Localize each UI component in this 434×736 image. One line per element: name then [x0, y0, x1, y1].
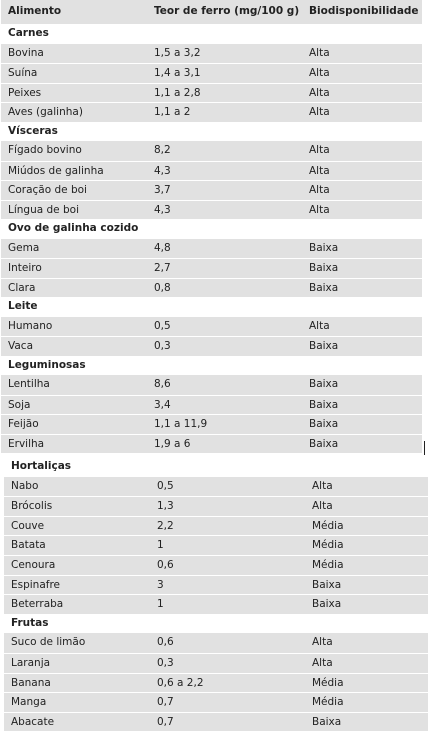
bioavailability-cell: Baixa: [312, 598, 342, 611]
section-row-frutas: [4, 614, 428, 634]
bioavailability-cell: Baixa: [309, 398, 339, 411]
bioavailability-cell: Média: [312, 539, 344, 552]
food-name-cell: Brócolis: [11, 500, 53, 513]
iron-content-cell: 1,1 a 11,9: [154, 418, 208, 430]
table-row: [4, 516, 428, 536]
table-row: [1, 44, 422, 64]
bioavailability-cell: Baixa: [309, 340, 339, 352]
table-row: [1, 395, 422, 415]
table-row: [1, 434, 422, 454]
bioavailability-cell: Baixa: [309, 418, 339, 430]
iron-content-cell: 4,3: [154, 164, 171, 177]
iron-content-cell: 0,6: [157, 636, 174, 649]
bioavailability-cell: Alta: [309, 203, 330, 216]
bioavailability-cell: Alta: [312, 636, 333, 649]
section-title: Vísceras: [8, 124, 58, 137]
header-teor: Teor de ferro (mg/100 g): [154, 5, 300, 17]
table-row: [1, 83, 422, 103]
iron-content-cell: 0,6: [157, 558, 174, 571]
section-row-hortalicas: [4, 457, 428, 477]
iron-content-cell: 4,3: [154, 203, 171, 216]
header-biodisponibilidade: Biodisponibilidade: [309, 5, 419, 17]
section-row-carnes: [1, 24, 422, 44]
food-name-cell: Inteiro: [8, 262, 42, 274]
bioavailability-cell: Média: [312, 696, 344, 709]
iron-content-cell: 1,5 a 3,2: [154, 46, 201, 59]
food-name-cell: Miúdos de galinha: [8, 164, 104, 177]
section-row-leguminosas: [1, 356, 422, 376]
vertical-tick: [424, 441, 425, 455]
iron-content-cell: 2,7: [154, 262, 171, 274]
bioavailability-cell: Alta: [309, 46, 330, 59]
iron-content-cell: 2,2: [157, 519, 174, 532]
table-row: [4, 653, 428, 673]
table-row: [4, 555, 428, 575]
bioavailability-cell: Alta: [309, 319, 330, 332]
bioavailability-cell: Alta: [312, 656, 333, 669]
table-row: [4, 477, 428, 497]
food-name-cell: Gema: [8, 241, 40, 254]
table-row: [1, 180, 422, 200]
food-name-cell: Batata: [11, 539, 46, 552]
iron-content-cell: 3,7: [154, 184, 171, 196]
bioavailability-cell: Baixa: [309, 437, 339, 450]
food-name-cell: Couve: [11, 519, 45, 532]
iron-content-cell: 0,5: [154, 319, 171, 332]
table-row: [4, 692, 428, 712]
table-row: [4, 673, 428, 693]
iron-content-cell: 1,1 a 2: [154, 106, 191, 118]
food-name-cell: Abacate: [11, 715, 55, 728]
food-name-cell: Peixes: [8, 86, 42, 99]
iron-content-cell: 3,4: [154, 398, 171, 411]
table-row: [1, 102, 422, 122]
table-row: [4, 712, 428, 732]
section-title: Leguminosas: [8, 358, 86, 371]
section-title: Carnes: [8, 27, 49, 39]
table-row: [1, 414, 422, 434]
bioavailability-cell: Média: [312, 558, 344, 571]
iron-content-cell: 4,8: [154, 241, 171, 254]
table-row: [4, 496, 428, 516]
table-row: [1, 200, 422, 220]
iron-table-bottom: [4, 457, 428, 731]
table-row: [1, 161, 422, 181]
food-name-cell: Vaca: [8, 340, 34, 352]
section-title: Frutas: [11, 616, 49, 629]
iron-content-cell: 0,5: [157, 479, 174, 492]
bioavailability-cell: Alta: [309, 164, 330, 177]
bioavailability-cell: Baixa: [312, 715, 342, 728]
iron-content-cell: 8,6: [154, 378, 171, 390]
section-row-visceras: [1, 122, 422, 142]
iron-content-cell: 8,2: [154, 144, 171, 156]
food-name-cell: Suína: [8, 67, 38, 79]
food-name-cell: Coração de boi: [8, 184, 87, 196]
food-name-cell: Feijão: [8, 418, 39, 430]
food-name-cell: Aves (galinha): [8, 106, 83, 118]
iron-content-cell: 3: [157, 578, 164, 591]
bioavailability-cell: Alta: [309, 144, 330, 156]
bioavailability-cell: Baixa: [309, 378, 339, 390]
section-title: Ovo de galinha cozido: [8, 222, 139, 234]
food-name-cell: Língua de boi: [8, 203, 79, 216]
table-row: [4, 575, 428, 595]
bioavailability-cell: Alta: [309, 67, 330, 79]
iron-content-cell: 1,3: [157, 500, 174, 513]
section-title: Leite: [8, 300, 38, 312]
iron-content-cell: 0,7: [157, 696, 174, 709]
food-name-cell: Humano: [8, 319, 53, 332]
table-top-body: [1, 24, 422, 453]
bioavailability-cell: Baixa: [309, 281, 339, 294]
bioavailability-cell: Alta: [309, 86, 330, 99]
iron-content-cell: 1: [157, 598, 164, 611]
bioavailability-cell: Média: [312, 519, 344, 532]
iron-content-cell: 0,6 a 2,2: [157, 676, 204, 689]
table-bottom-body: [4, 457, 428, 731]
bioavailability-cell: Baixa: [312, 578, 342, 591]
bioavailability-cell: Média: [312, 676, 344, 689]
iron-content-cell: 1,1 a 2,8: [154, 86, 201, 99]
table-row: [4, 594, 428, 614]
food-name-cell: Manga: [11, 696, 47, 709]
bioavailability-cell: Alta: [312, 479, 333, 492]
food-name-cell: Laranja: [11, 656, 51, 669]
iron-content-cell: 1,9 a 6: [154, 437, 191, 450]
bioavailability-cell: Baixa: [309, 241, 339, 254]
iron-table-top: [1, 0, 422, 453]
bioavailability-cell: Alta: [312, 500, 333, 513]
food-name-cell: Nabo: [11, 479, 39, 492]
section-row-ovo-de-galinha-cozido: [1, 219, 422, 239]
food-name-cell: Soja: [8, 398, 31, 411]
table-row: [1, 239, 422, 259]
food-name-cell: Cenoura: [11, 558, 56, 571]
header-alimento: Alimento: [8, 5, 62, 17]
food-name-cell: Clara: [8, 281, 36, 294]
iron-content-cell: 0,3: [154, 340, 171, 352]
table-row: [1, 317, 422, 337]
table-row: [1, 336, 422, 356]
iron-content-cell: 1,4 a 3,1: [154, 67, 201, 79]
bioavailability-cell: Alta: [309, 106, 330, 118]
table-row: [1, 63, 422, 83]
iron-content-cell: 0,8: [154, 281, 171, 294]
iron-content-cell: 0,3: [157, 656, 174, 669]
section-row-leite: [1, 297, 422, 317]
table-row: [4, 535, 428, 555]
food-name-cell: Beterraba: [11, 598, 64, 611]
section-title: Hortaliças: [11, 460, 72, 472]
bioavailability-cell: Alta: [309, 184, 330, 196]
bioavailability-cell: Baixa: [309, 262, 339, 274]
table-row: [1, 141, 422, 161]
food-name-cell: Ervilha: [8, 437, 45, 450]
table-row: [1, 375, 422, 395]
iron-content-cell: 1: [157, 539, 164, 552]
iron-content-cell: 0,7: [157, 715, 174, 728]
table-row: [1, 258, 422, 278]
food-name-cell: Fígado bovino: [8, 144, 82, 156]
food-name-cell: Lentilha: [8, 378, 50, 390]
food-name-cell: Banana: [11, 676, 51, 689]
table-row: [4, 633, 428, 653]
food-name-cell: Espinafre: [11, 578, 61, 591]
food-name-cell: Suco de limão: [11, 636, 86, 649]
food-name-cell: Bovina: [8, 46, 44, 59]
table-header-row: [1, 0, 422, 24]
table-row: [1, 278, 422, 298]
